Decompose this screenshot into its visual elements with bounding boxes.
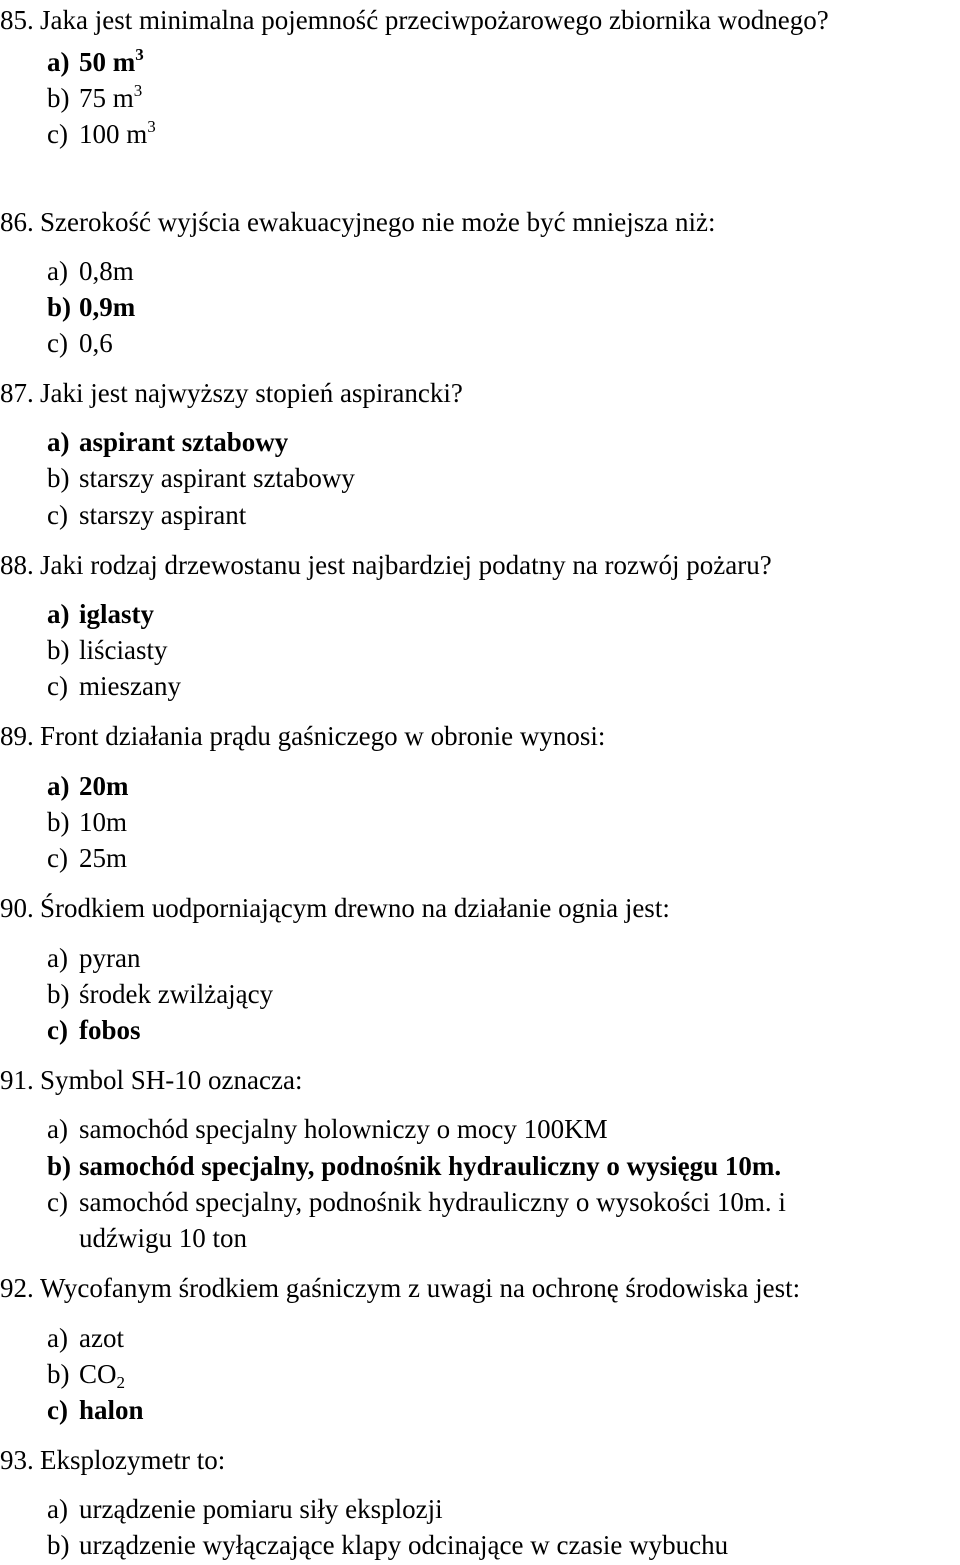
option-label: c)	[47, 671, 68, 701]
question-86	[0, 204, 716, 240]
option-label: b)	[47, 463, 70, 493]
option-superscript: 3	[147, 117, 156, 136]
option-86-a	[47, 253, 134, 289]
option-label: c)	[47, 328, 68, 358]
question-number: 89.	[0, 721, 34, 751]
question-text: Jaki jest najwyższy stopień aspirancki?	[40, 378, 463, 408]
option-text: halon	[79, 1395, 144, 1425]
option-87-a	[47, 424, 288, 460]
option-87-b	[47, 460, 355, 496]
option-91-c	[47, 1184, 786, 1220]
option-85-a	[47, 44, 144, 80]
option-87-c	[47, 497, 246, 533]
option-text: aspirant sztabowy	[79, 427, 289, 457]
question-number: 93.	[0, 1445, 34, 1475]
option-text: 0,8m	[79, 256, 134, 286]
option-label: c)	[47, 119, 68, 149]
option-text: urządzenie wyłączające klapy odcinające w czasie wybuchu	[79, 1530, 729, 1560]
question-text: Środkiem uodporniającym drewno na działanie ognia jest:	[40, 893, 670, 923]
option-label: a)	[47, 256, 68, 286]
question-number: 91.	[0, 1065, 34, 1095]
question-number: 90.	[0, 893, 34, 923]
option-88-a	[47, 596, 154, 632]
question-91	[0, 1062, 302, 1098]
option-text: samochód specjalny holowniczy o mocy 100KM	[79, 1114, 608, 1144]
question-text: Szerokość wyjścia ewakuacyjnego nie może być mniejsza niż:	[40, 207, 716, 237]
option-label: a)	[47, 1494, 68, 1524]
option-92-a	[47, 1320, 124, 1356]
question-number: 87.	[0, 378, 34, 408]
option-text: starszy aspirant sztabowy	[79, 463, 355, 493]
option-text: 25m	[79, 843, 128, 873]
question-85	[0, 2, 829, 38]
question-number: 85.	[0, 5, 34, 35]
option-label: a)	[47, 771, 70, 801]
option-text: 0,6	[79, 328, 113, 358]
option-89-a	[47, 768, 129, 804]
question-87	[0, 375, 463, 411]
option-91-c-continuation: udźwigu 10 ton	[79, 1223, 247, 1253]
option-text: 20m	[79, 771, 129, 801]
option-85-b	[47, 80, 142, 116]
option-88-c	[47, 668, 181, 704]
question-89	[0, 718, 605, 754]
option-91-a	[47, 1111, 608, 1147]
option-85-c	[47, 116, 156, 152]
option-label: a)	[47, 943, 68, 973]
question-90	[0, 890, 670, 926]
option-90-a	[47, 940, 140, 976]
option-subscript: 2	[116, 1373, 126, 1392]
question-number: 92.	[0, 1273, 34, 1303]
option-text: 75 m	[79, 83, 134, 113]
option-label: b)	[47, 979, 70, 1009]
option-text: CO	[79, 1359, 117, 1389]
option-text: 100 m	[79, 119, 148, 149]
option-label: b)	[47, 635, 70, 665]
option-superscript: 3	[133, 81, 143, 100]
question-text: Symbol SH-10 oznacza:	[40, 1065, 303, 1095]
question-88	[0, 547, 772, 583]
option-label: c)	[47, 1187, 68, 1217]
option-label: a)	[47, 1114, 68, 1144]
option-text: 0,9m	[79, 292, 136, 322]
question-92	[0, 1270, 800, 1306]
option-text: 10m	[79, 807, 128, 837]
question-text: Front działania prądu gaśniczego w obronie wynosi:	[40, 721, 606, 751]
option-text: urządzenie pomiaru siły eksplozji	[79, 1494, 443, 1524]
option-92-b	[47, 1356, 125, 1392]
option-text: samochód specjalny, podnośnik hydrauliczny o wysięgu 10m.	[79, 1151, 782, 1181]
option-text: azot	[79, 1323, 124, 1353]
option-label: b)	[47, 1359, 70, 1389]
option-text: środek zwilżający	[79, 979, 274, 1009]
option-text: pyran	[79, 943, 141, 973]
option-label: c)	[47, 1015, 68, 1045]
option-93-b	[47, 1527, 728, 1563]
option-text: starszy aspirant	[79, 500, 247, 530]
option-superscript: 3	[135, 45, 144, 64]
option-label: c)	[47, 500, 68, 530]
option-91-b	[47, 1148, 781, 1184]
question-text: Jaka jest minimalna pojemność przeciwpożarowego zbiornika wodnego?	[40, 5, 829, 35]
option-93-a	[47, 1491, 443, 1527]
option-label: a)	[47, 47, 70, 77]
option-label: b)	[47, 1530, 70, 1560]
option-label: c)	[47, 843, 68, 873]
option-label: b)	[47, 292, 72, 322]
option-label: a)	[47, 599, 70, 629]
question-text: Eksplozymetr to:	[40, 1445, 226, 1475]
option-90-b	[47, 976, 273, 1012]
question-number: 86.	[0, 207, 34, 237]
option-label: b)	[47, 1151, 72, 1181]
option-text: iglasty	[79, 599, 155, 629]
option-90-c	[47, 1012, 141, 1048]
option-label: c)	[47, 1395, 68, 1425]
option-text: mieszany	[79, 671, 181, 701]
option-text: liściasty	[79, 635, 168, 665]
option-92-c	[47, 1392, 144, 1428]
question-text: Jaki rodzaj drzewostanu jest najbardziej podatny na rozwój pożaru?	[40, 550, 772, 580]
option-text: 50 m	[79, 47, 136, 77]
option-88-b	[47, 632, 168, 668]
question-text: Wycofanym środkiem gaśniczym z uwagi na ochronę środowiska jest:	[40, 1273, 801, 1303]
option-label: a)	[47, 427, 70, 457]
option-89-b	[47, 804, 127, 840]
option-89-c	[47, 840, 127, 876]
option-label: b)	[47, 807, 70, 837]
option-text: samochód specjalny, podnośnik hydrauliczny o wysokości 10m. i	[79, 1187, 786, 1217]
option-label: a)	[47, 1323, 68, 1353]
option-86-c	[47, 325, 113, 361]
option-label: b)	[47, 83, 70, 113]
option-86-b	[47, 289, 135, 325]
question-number: 88.	[0, 550, 34, 580]
question-93	[0, 1442, 225, 1478]
option-text: fobos	[79, 1015, 141, 1045]
